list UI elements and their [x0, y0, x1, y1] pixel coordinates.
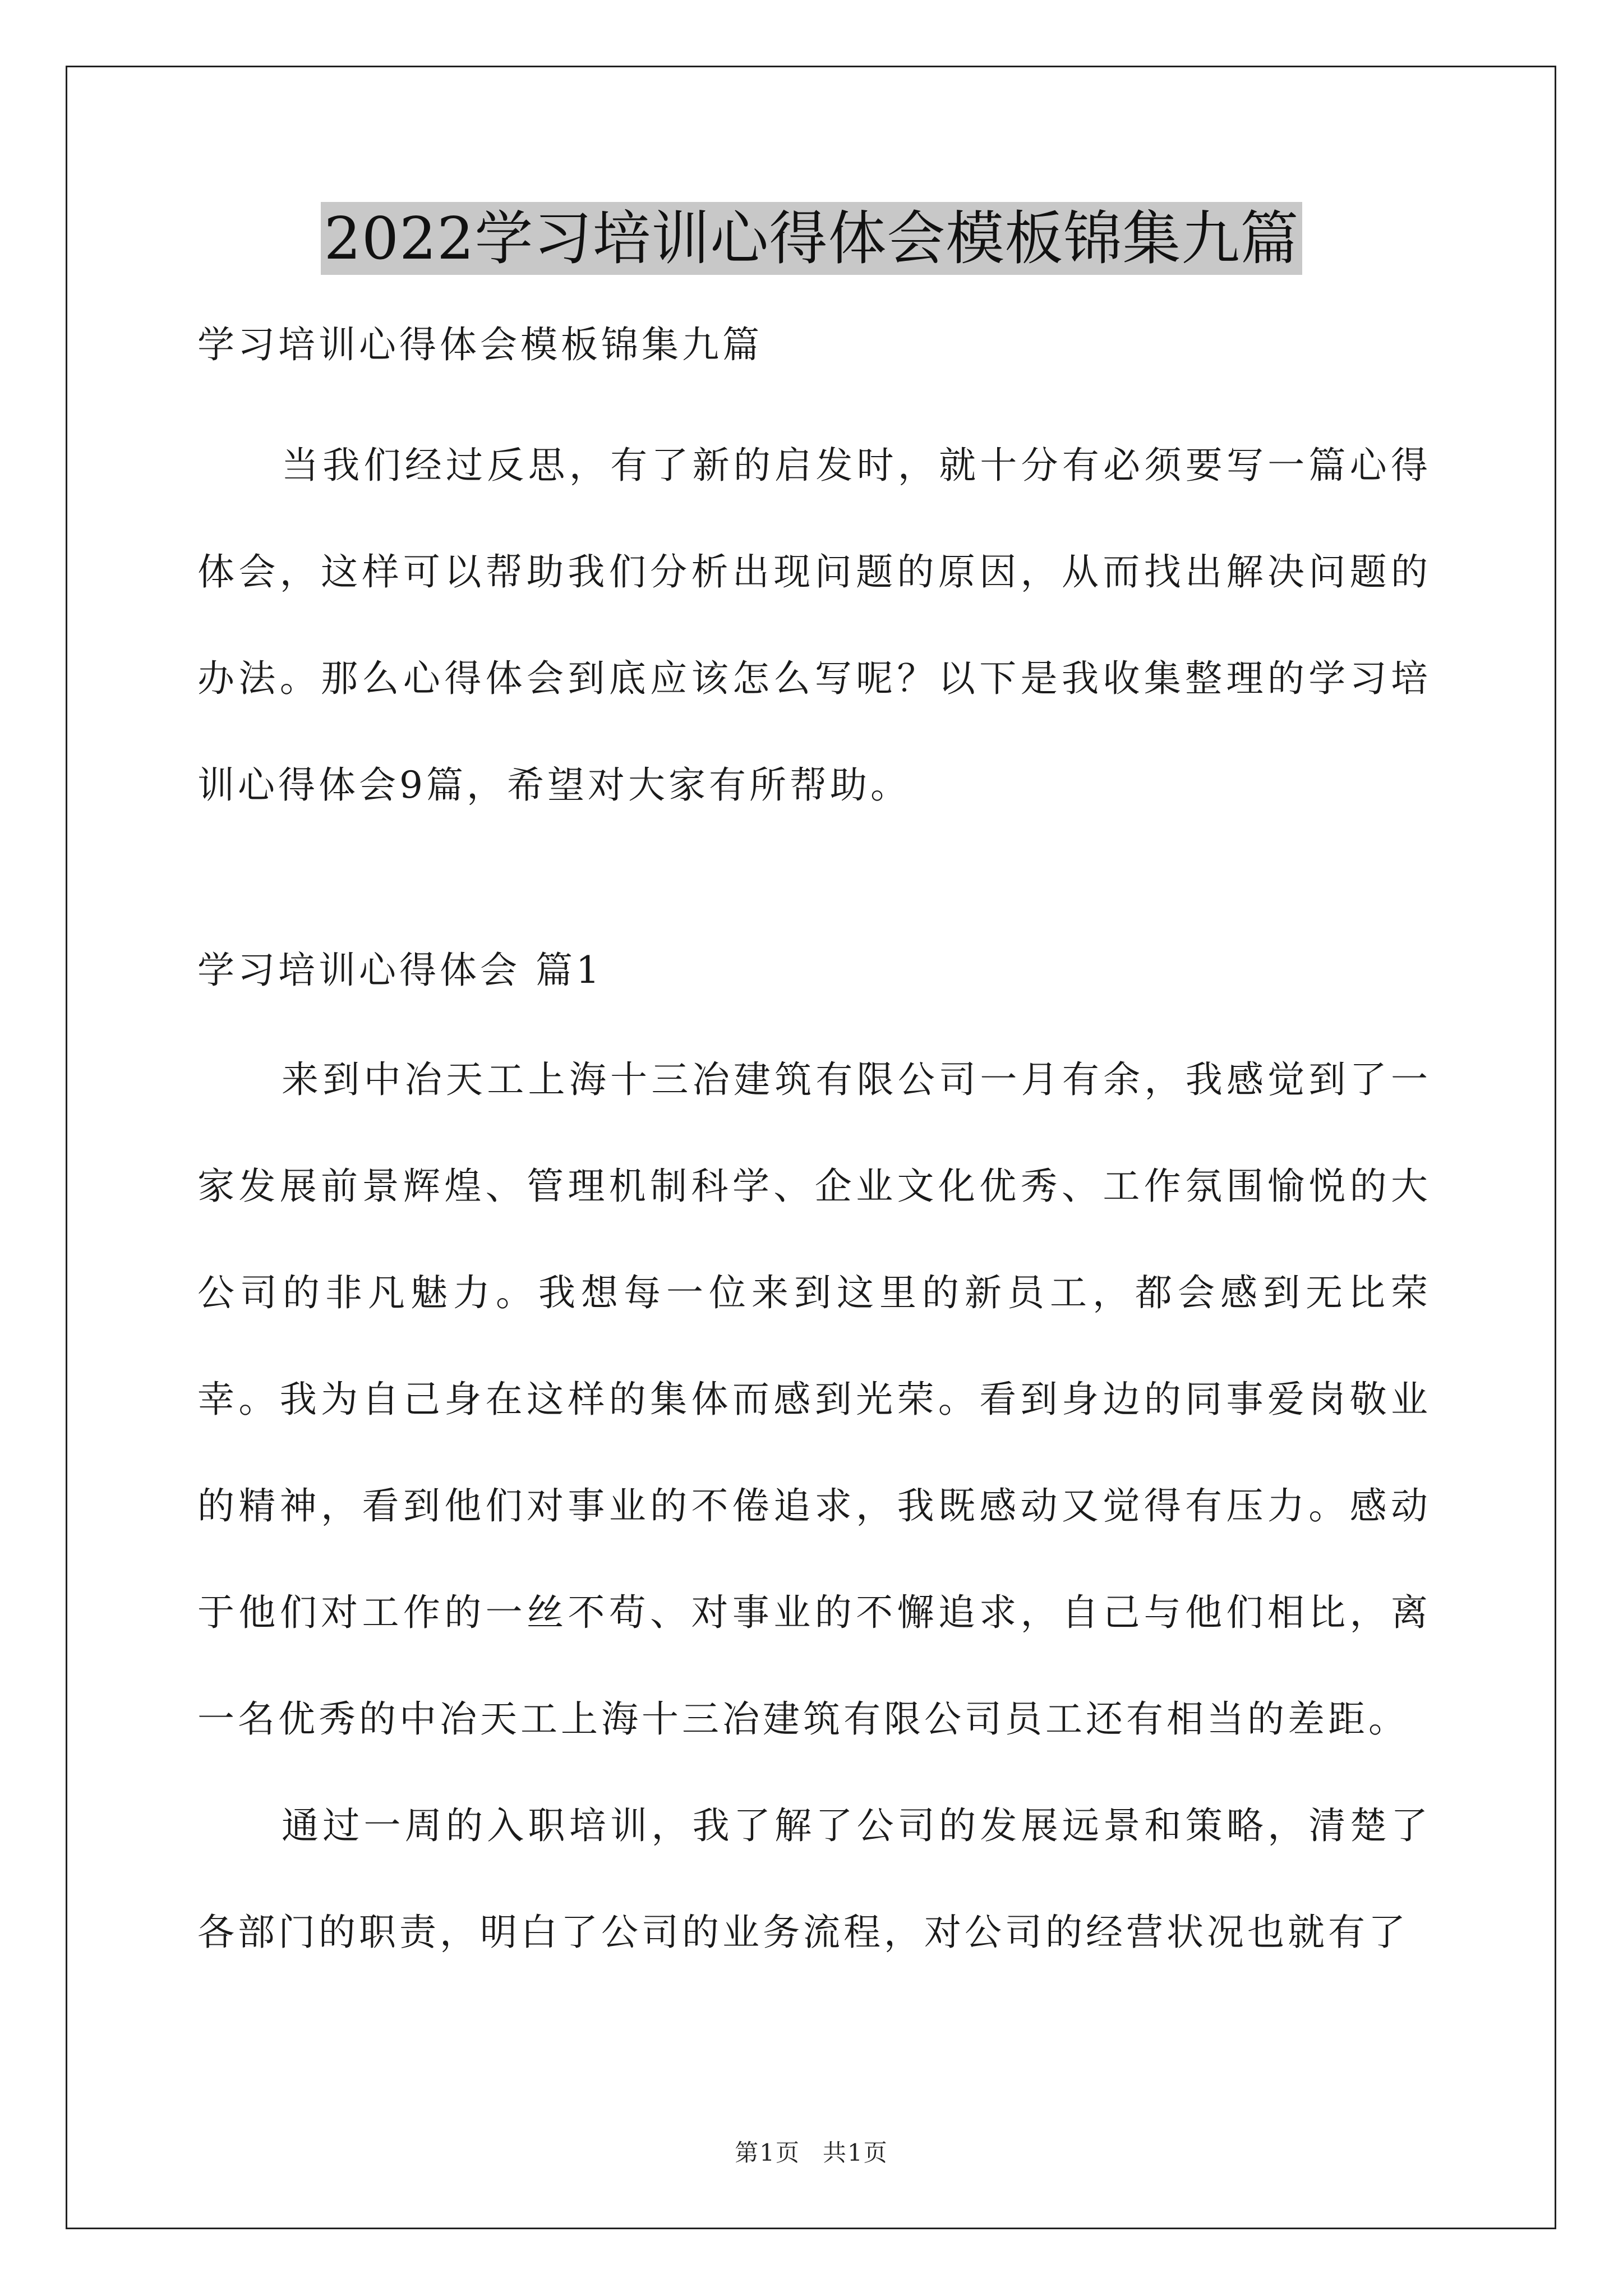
- title-container: [0, 202, 1623, 275]
- body-paragraph: 来到中冶天工上海十三冶建筑有限公司一月有余，我感觉到了一家发展前景辉煌、管理机制科学、企业文化优秀、工作氛围愉悦的大公司的非凡魅力。我想每一位来到这里的新员工，都会感到无比荣幸。我为自己身在这样的集体而感到光荣。看到身边的同事爱岗敬业的精神，看到他们对事业的不倦追求，我既感动又觉得有压力。感动于他们对工作的一丝不苟、对事业的不懈追求，自己与他们相比，离一名优秀的中冶天工上海十三冶建筑有限公司员工还有相当的差距。: [197, 1058, 1431, 1741]
- page-total: 共1页: [823, 2139, 888, 2166]
- page-number: 第1页: [735, 2139, 800, 2166]
- body-paragraph: 通过一周的入职培训，我了解了公司的发展远景和策略，清楚了各部门的职责，明白了公司的业务流程，对公司的经营状况也就有了: [197, 1804, 1431, 1954]
- page-footer: [0, 2134, 1623, 2168]
- document-title: 2022学习培训心得体会模板锦集九篇: [321, 202, 1303, 275]
- section-heading: 学习培训心得体会 篇1: [197, 949, 603, 992]
- intro-paragraph: 当我们经过反思，有了新的启发时，就十分有必须要写一篇心得体会，这样可以帮助我们分析出现问题的原因，从而找出解决问题的办法。那么心得体会到底应该怎么写呢？以下是我收集整理的学习培训心得体会9篇，希望对大家有所帮助。: [197, 444, 1431, 807]
- document-subtitle: 学习培训心得体会模板锦集九篇: [197, 323, 763, 366]
- document-body: [197, 311, 1431, 1986]
